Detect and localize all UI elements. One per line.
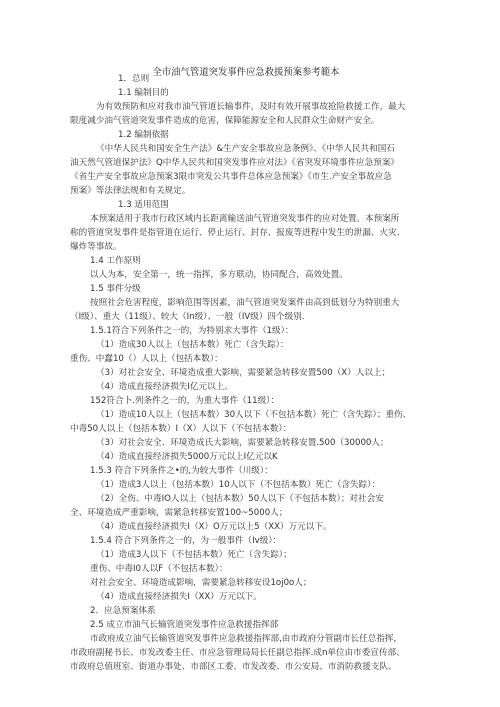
subsection-heading: 2.5 成立市油气长输管道突发事件应急救援指挥部 — [90, 620, 279, 630]
subsection-heading: 1.3 适用范围 — [118, 200, 169, 210]
list-item: 重伤、中蠢10（）人以上（包括本数）： — [70, 354, 223, 364]
paragraph-line: 1.5.1符合下列条件之一的，为特别求大事件（1级）： — [90, 326, 294, 336]
paragraph-line: 152符合卜.列条件之一的，为重大事件（11级）： — [90, 396, 280, 406]
paragraph-line: 市政府成立油气长输管道突发事件应急救援指挥部,由市政府分管副市长任总指挥, — [90, 634, 397, 644]
paragraph-line: 《中华人民共和国安全生产法》&生产安全事故应急条例》、《中华人民共和国石 — [96, 144, 395, 154]
list-item: 中毒50人以上（包括本数）I（X）人以下（不包括本数）： — [70, 424, 292, 434]
paragraph-line: 本预案适用于我市行政区域内长距离输送油气管道突发事件的应对处置。本预案所 — [90, 214, 400, 224]
subsection-heading: 1.4 工作原则 — [90, 256, 141, 266]
paragraph-line: 市政府总值班室、街道办事处、市部区工委、市发改委、市公安局、市消防救援支队、 — [70, 662, 397, 672]
paragraph-line: 预案》等法律法规和有关规定。 — [70, 186, 191, 196]
list-item: （3）对社会安全、环境造成氏大影响，需要紧急转移安置.500（30000人； — [96, 438, 389, 448]
paragraph-line: 市政府副秘书长、市发改委主任、市应急管理局局长任副总指挥.成n单位由市委宣传部、 — [70, 648, 405, 658]
paragraph-line: 限度减少油气管道突发事件造成的危害，保障能源安全和人民群众生命财产安全。 — [70, 116, 380, 126]
list-item: 重伤、中毒I0人以F（不包括本数）： — [90, 564, 228, 574]
list-item: （2）全伤、中毒IO人以上（包括本数）50人以下（不包括本数）；对社会安 — [96, 494, 384, 504]
subsection-heading: 1.1 编制目的 — [118, 88, 169, 98]
paragraph-line: （I级）、重大（11级）、较大（In级）、一般（IV级）四个级别. — [70, 312, 305, 322]
paragraph-line: 称的管道突发事件是指管道在运行、停止运行、封存、报废等进程中发生的泄漏、火灾、 — [70, 228, 406, 238]
list-item: （1）造成10人以上（包括本数）30人以下（不包括本数）死亡（含失踪）；重伤、 — [96, 410, 412, 420]
paragraph-line: 《省生产安全事故应急预案3限市突发公共事件总体应急预案》《市生.产安全事故应急 — [70, 172, 392, 182]
paragraph-line: 为有效预防和应对我市油气管道长输事件，及时有效开展事故抢险救援工作，最大 — [96, 102, 406, 112]
list-item: （4）造成直接经济损失I亿元以上。 — [96, 382, 233, 392]
document-title: 全市油气管道突发事件应急救援预案参考範本 — [152, 67, 340, 78]
section-heading: 2．应急预案体系 — [90, 606, 156, 616]
subsection-heading: 1.2 编制依据 — [118, 130, 169, 140]
list-item: （1）造成30人以上（包括本数）死亡（含失踪）： — [96, 340, 289, 350]
list-item: （1）造成3人以上（包括本数）10人以下（不包括本数）死亡（含失踪）： — [96, 480, 380, 490]
list-item: （4）造成直接经济损失5000万元以上I亿元以K — [96, 452, 278, 462]
paragraph-line: 1.5.4 符合下列条件之一的，为一般事件（Iv级）： — [90, 536, 282, 546]
list-item: （4）造成直接经济损失I（XX）万元以下。 — [96, 592, 262, 602]
paragraph-line: 油天然气管道保护法》Q中华人民共和国突发事件应对法》《省突发环境事件应急预案》 — [70, 158, 400, 168]
list-item: （3）对社会安全、环境造成重大影响，需要紧急转移安置500（X）人以上； — [96, 368, 391, 378]
list-item: 对社会安全、环境造成影响，需要紧急转移安设1oj0o人； — [90, 578, 312, 588]
section-heading: 1．总则 — [118, 74, 150, 84]
list-item: （4）造成直接经济损失I（X）O万元以上5（XX）万元以下。 — [96, 522, 332, 532]
paragraph-line: 1.5.3 符合下列条件之•的,为较大事件（川级）： — [90, 466, 273, 476]
list-item: （1）造成3人以下（不包括本数）死亡（含失踪）； — [96, 550, 292, 560]
paragraph-line: 以人为本，安全第一，统一指挥，多方联动，协同配合，高效处置。 — [90, 270, 348, 280]
subsection-heading: 1.5 事件分级 — [90, 284, 141, 294]
list-item: 全、环境造成严重影响，需紧急转移安置100~5000人； — [70, 508, 288, 518]
paragraph-line: 按照社会危害程度，影响范围等因素，油气管道突发案件由高到低划分为特别重大 — [90, 298, 400, 308]
paragraph-line: 爆炸等事故。 — [70, 242, 122, 252]
